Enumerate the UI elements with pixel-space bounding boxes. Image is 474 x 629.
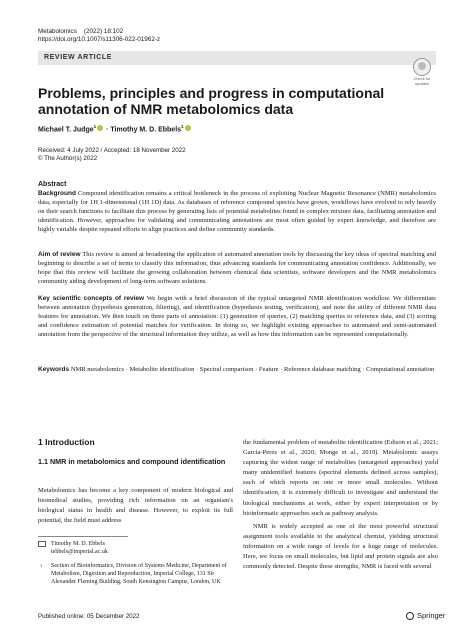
abstract-key-label: Key scientific concepts of review: [38, 295, 145, 302]
journal-citation: [38, 28, 123, 36]
keywords: [38, 366, 436, 375]
article-type-bar: [38, 51, 436, 65]
orcid-icon[interactable]: [97, 125, 103, 131]
body-paragraph-right-2: NMR is widely accepted as one of the most powerful structural assignment tools available to the analytical chemist, yielding structural information on a wide range of levels for a huge range of molecules. Here, we focus on small molecules, but lipid and protein signals are also commonly detected. Despite these strengths, NMR is faced with several: [243, 523, 438, 571]
journal-name: Metabolomics: [38, 28, 77, 35]
abstract-background-label: Background: [38, 190, 76, 197]
copyright-notice: © The Author(s) 2022: [38, 155, 98, 162]
author-name[interactable]: Timothy M. D. Ebbels: [110, 126, 182, 134]
orcid-icon[interactable]: [185, 125, 191, 131]
article-type-label: REVIEW ARTICLE: [44, 54, 113, 61]
abstract-key-text: We begin with a brief discussion of the typical untargeted NMR identification workflow. We differentiate between annotation (hypothesis generation, filtering), and identification (hypothesis testing, verification), and note the utility of different NMR data features for annotation. We then touch on three parts of annotation: (1) generation of queries, (2) matching queries to reference data, and (3) scoring and confidence estimation of potential matches for verification. In doing so, we highlight existing approaches to automated and semi-automated annotation from the perspective of the structural information they utilize, as well as how this information can be represented computationally.: [38, 295, 437, 338]
body-paragraph-right-1: the fundamental problem of metabolite identification (Edison et al., 2021; Garcia-Perez et al., 2020; Monge et al., 2019). Metabolomic assays capturing the widest range of metabolites (untargeted approaches) yield many unidentified features (spectral elements defined across samples), each of which reports on one or more small molecules. Without identification, it is extremely difficult to investigate and understand the biological mechanisms at work, either by expert interpretation or by bioinformatic approaches such as pathway analysis.: [243, 439, 438, 517]
doi-link[interactable]: https://doi.org/10.1007/s11306-022-01962-z: [38, 36, 161, 43]
envelope-icon: [38, 541, 46, 547]
body-paragraph-left: Metabolomics has become a key component of modern biological and biomedical studies, providing rich information on an organism's biological status in health and disease. However, to exploit its full potential, the field must address: [38, 487, 233, 525]
author-name[interactable]: Michael T. Judge: [38, 126, 94, 134]
affiliation-mark: 1: [40, 563, 43, 568]
subsection-heading: 1.1 NMR in metabolomics and compound identification: [38, 457, 226, 466]
corresponding-author-name: Timothy M. D. Ebbels: [51, 541, 105, 547]
abstract-background: [38, 190, 436, 235]
check-for-updates-text: Check for updates: [413, 76, 431, 86]
abstract-aim-label: Aim of review: [38, 251, 81, 258]
keywords-text: NMR metabolomics · Metabolite identification · Spectral comparison · Feature · Reference database matching · Computational annotation: [70, 366, 435, 373]
article-title: Problems, principles and progress in computational annotation of NMR metabolomics data: [38, 85, 385, 117]
keywords-label: Keywords: [38, 366, 70, 373]
received-accepted-dates: Received: 4 July 2022 / Accepted: 18 November 2022: [38, 147, 186, 154]
publisher-logo: [406, 611, 445, 620]
journal-volume: (2022) 18:102: [83, 28, 124, 35]
section-heading-introduction: 1 Introduction: [38, 437, 95, 447]
check-for-updates-icon: [413, 58, 431, 76]
springer-logo-icon: [406, 612, 414, 620]
affiliation-superscript: 1: [181, 124, 184, 129]
abstract-background-text: Compound identification remains a critical bottleneck in the process of exploiting Nuclear Magnetic Resonance (NMR) metabolomics data, especially for 1H 1-dimensional (1H 1D) data. As databases of reference compound spectra have grown, workflows have evolved to rely heavily on their search functions to facilitate this process by generating lists of potential metabolites found in complex mixture data, facilitating annotation and identification. However, approaches for validating and communicating annotations are most often guided by expert knowledge, and therefore are highly variable despite repeated efforts to align practices and define community standards.: [38, 190, 436, 233]
published-online-date: Published online: 05 December 2022: [38, 613, 140, 620]
affiliation-text: Section of Bioinformatics, Division of Systems Medicine, Department of Metabolism, Digestion and Reproduction, Imperial College, 131 Sir Alexander Fleming Building, South Kensington Campus, London, UK: [51, 563, 227, 585]
abstract-heading: Abstract: [38, 181, 67, 188]
author-list: Michael T. Judge$^1$ · Timothy M. D. Ebbels$^1$: [38, 124, 192, 133]
abstract-aim-text: This review is aimed at broadening the application of automated annotation tools by discussing the key ideas of spectral matching and beginning to describe a set of terms to classify this information, thus advancing standards for communicating annotation confidence. Additionally, we hope that this review will facilitate the growing collaboration between chemical data scientists, software developers and the NMR metabolomics community aiding development of long-term software solutions.: [38, 251, 436, 285]
check-for-updates-badge[interactable]: [409, 58, 435, 86]
publisher-name: Springer: [417, 611, 446, 620]
abstract-aim: [38, 251, 436, 287]
affiliation-superscript: 1: [93, 124, 97, 129]
footnote-divider: [38, 536, 128, 537]
abstract-key-concepts: [38, 295, 436, 340]
corresponding-author-email[interactable]: tebbels@imperial.ac.uk: [51, 549, 108, 555]
